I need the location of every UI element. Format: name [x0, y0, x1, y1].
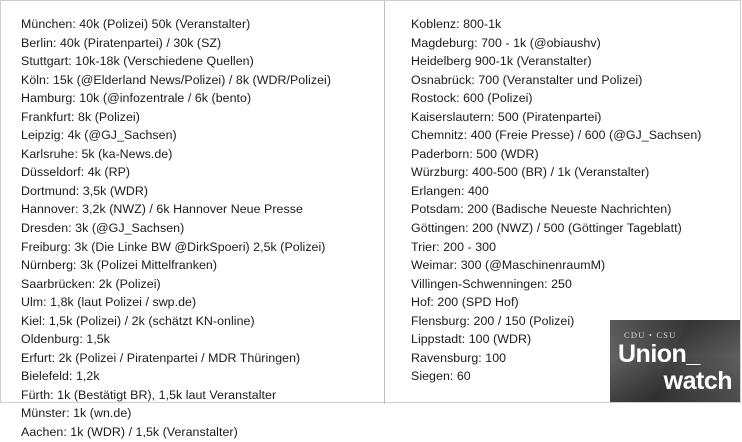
list-item: Karlsruhe: 5k (ka-News.de): [21, 146, 173, 161]
logo-word-watch: watch: [663, 367, 732, 395]
list-item: Berlin: 40k (Piratenpartei) / 30k (SZ): [21, 35, 222, 50]
list-item: Oldenburg: 1,5k: [21, 332, 110, 347]
list-item: Weimar: 300 (@MaschinenraumM): [411, 258, 606, 273]
list-item: Frankfurt: 8k (Polizei): [21, 109, 140, 124]
list-item: Saarbrücken: 2k (Polizei): [21, 276, 161, 291]
list-item: Freiburg: 3k (Die Linke BW @DirkSpoeri) 2,5k (Polizei): [21, 239, 326, 254]
list-item: Aachen: 1k (WDR) / 1,5k (Veranstalter): [21, 425, 238, 440]
list-item: Dresden: 3k (@GJ_Sachsen): [21, 221, 185, 236]
list-item: Ulm: 1,8k (laut Polizei / swp.de): [21, 295, 197, 310]
list-item: Bielefeld: 1,2k: [21, 369, 100, 384]
logo-party-label: CDU • CSU: [624, 330, 677, 340]
list-item: Heidelberg 900-1k (Veranstalter): [411, 54, 592, 69]
list-item: Rostock: 600 (Polizei): [411, 91, 533, 106]
list-item: Siegen: 60: [411, 369, 471, 384]
list-item: Villingen-Schwenningen: 250: [411, 276, 572, 291]
list-item: Hamburg: 10k (@infozentrale / 6k (bento): [21, 91, 252, 106]
list-item: Magdeburg: 700 - 1k (@obiaushv): [411, 35, 601, 50]
union-watch-logo: [610, 320, 740, 402]
list-item: Ravensburg: 100: [411, 350, 507, 365]
list-item: Münster: 1k (wn.de): [21, 406, 132, 421]
list-item: Nürnberg: 3k (Polizei Mittelfranken): [21, 258, 217, 273]
left-column: [1, 1, 384, 440]
list-item: Erfurt: 2k (Polizei / Piratenpartei / MDR Thüringen): [21, 350, 301, 365]
list-item: Fürth: 1k (Bestätigt BR), 1,5k laut Veranstalter: [21, 387, 277, 402]
list-item: Göttingen: 200 (NWZ) / 500 (Göttinger Tageblatt): [411, 221, 682, 236]
list-item: Paderborn: 500 (WDR): [411, 146, 539, 161]
list-item: Flensburg: 200 / 150 (Polizei): [411, 313, 575, 328]
list-item: Erlangen: 400: [411, 183, 489, 198]
list-item: Lippstadt: 100 (WDR): [411, 332, 532, 347]
list-item: Chemnitz: 400 (Freie Presse) / 600 (@GJ_Sachsen): [411, 128, 702, 143]
list-item: Würzburg: 400-500 (BR) / 1k (Veranstalter): [411, 165, 650, 180]
list-item: Hof: 200 (SPD Hof): [411, 295, 519, 310]
list-item: Stuttgart: 10k-18k (Verschiedene Quellen): [21, 54, 254, 69]
list-item: Leipzig: 4k (@GJ_Sachsen): [21, 128, 177, 143]
list-item: Trier: 200 - 300: [411, 239, 497, 254]
list-item: Kiel: 1,5k (Polizei) / 2k (schätzt KN-online): [21, 313, 255, 328]
list-item: Köln: 15k (@Elderland News/Polizei) / 8k (WDR/Polizei): [21, 72, 331, 87]
list-item: Dortmund: 3,5k (WDR): [21, 183, 148, 198]
list-item: Düsseldorf: 4k (RP): [21, 165, 131, 180]
list-item: München: 40k (Polizei) 50k (Veranstalter): [21, 17, 251, 31]
list-item: Hannover: 3,2k (NWZ) / 6k Hannover Neue Presse: [21, 202, 303, 217]
list-item: Koblenz: 800-1k: [411, 17, 502, 31]
list-item: Kaiserslautern: 500 (Piratenpartei): [411, 109, 602, 124]
list-item: Osnabrück: 700 (Veranstalter und Polizei): [411, 72, 643, 87]
logo-word-union: Union_: [618, 340, 700, 368]
list-item: Potsdam: 200 (Badische Neueste Nachrichten): [411, 202, 672, 217]
